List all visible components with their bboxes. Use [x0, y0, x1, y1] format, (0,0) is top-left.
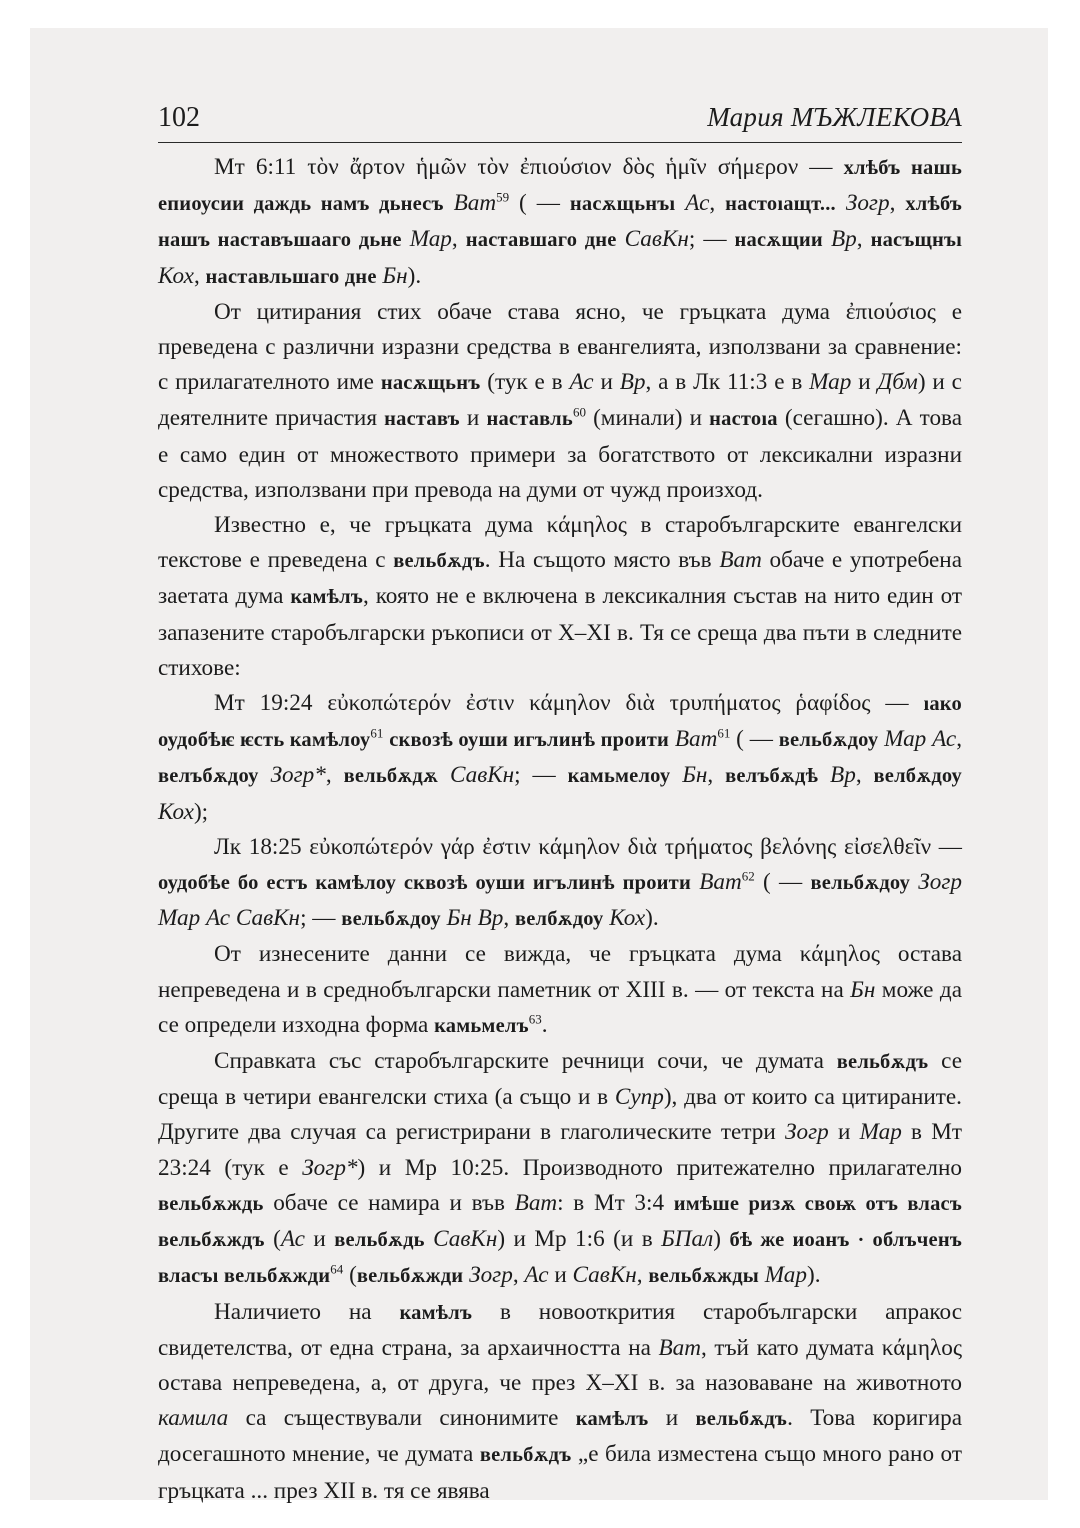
manuscript-siglum: Мар: [809, 369, 852, 396]
old-bulgarian-quote: вельбѫдоу: [810, 872, 911, 895]
manuscript-siglum: Ас: [524, 1262, 549, 1289]
manuscript-siglum: Бн: [382, 262, 408, 289]
old-bulgarian-quote: имѣше ризѫ своѭ отъ власъ вельбѫждъ: [158, 1192, 962, 1252]
manuscript-siglum: Зогр: [785, 1119, 829, 1146]
paragraph: [158, 150, 962, 295]
text-run: и: [548, 1262, 573, 1289]
manuscript-siglum: Вр: [619, 369, 646, 396]
text-run: ,: [451, 226, 466, 253]
old-bulgarian-quote: хлѣбъ нашъ наставъшааго дьне: [158, 193, 963, 252]
manuscript-siglum: Мар Ас: [884, 726, 957, 753]
old-bulgarian-quote: вельбѫдъ: [695, 1408, 788, 1431]
manuscript-siglum: Ват: [674, 726, 718, 753]
old-bulgarian-quote: оудобѣе бо естъ камѣлоу сквозѣ оуши игълинѣ проити: [158, 872, 691, 895]
footnote-ref: 62: [741, 868, 755, 884]
manuscript-siglum: Ват: [658, 1334, 702, 1361]
text-run: ) и Мр 1:6 (и в: [497, 1226, 662, 1253]
text-run: ), два от които са цитираните. Другите два случая са регистрирани в глаголическите тетри: [158, 1084, 962, 1146]
text-run: ; —: [688, 226, 735, 253]
text-run: ,: [956, 726, 962, 753]
text-run: ; —: [300, 905, 342, 932]
text-run: обаче се намира и във: [263, 1189, 515, 1216]
text-run: ,: [856, 226, 871, 253]
old-bulgarian-quote: вельбѫжды: [648, 1265, 759, 1288]
text-run: (тук е в: [480, 369, 570, 396]
old-bulgarian-quote: настоıа: [709, 408, 778, 431]
page-header: [158, 100, 962, 143]
text-run: и: [828, 1119, 860, 1146]
text-run: ) и с деятелните причастия: [158, 369, 962, 432]
old-bulgarian-quote: наставль: [486, 408, 573, 431]
old-bulgarian-quote: вельбѫдь: [334, 1229, 425, 1252]
text-run: ,: [193, 262, 206, 289]
manuscript-siglum: Кох: [609, 905, 646, 932]
text-run: [691, 869, 699, 895]
text-run: . На същото място във: [484, 547, 720, 574]
text-run: [670, 762, 682, 788]
text-run: [836, 190, 846, 216]
footnote-ref: 61: [370, 725, 384, 741]
text-run: ( —: [509, 190, 570, 217]
text-run: се среща в четири евангелски стиха (а също и в: [158, 1048, 962, 1111]
manuscript-siglum: Ас: [685, 190, 710, 217]
old-bulgarian-quote: наставъ: [384, 408, 460, 431]
text-run: ,: [325, 762, 344, 789]
manuscript-siglum: камила: [158, 1405, 229, 1432]
text-run: , а в Лк 11:3 е в: [645, 369, 810, 396]
text-run: ( —: [754, 869, 811, 896]
paragraph: [158, 937, 962, 1044]
text-run: (минали) и: [585, 405, 710, 432]
text-run: ,: [855, 762, 874, 789]
body-text: [158, 150, 962, 1509]
text-run: (: [264, 1226, 281, 1253]
old-bulgarian-quote: вельбѫдъ: [393, 550, 485, 573]
text-run: [259, 762, 271, 788]
text-run: Мт 6:11 τὸν ἄρτον ἡμῶν τὸν ἐπιούσιον δὸς ἡμῖν σήμερον —: [214, 154, 844, 180]
text-run: ).: [407, 262, 422, 289]
text-run: и: [593, 369, 620, 396]
text-run: Известно е, че гръцката дума κάμηλος в старобългарските евангелски текстове е преведена с: [158, 512, 962, 574]
old-bulgarian-quote: насѫщьнъ: [380, 372, 481, 395]
manuscript-siglum: Дбм: [877, 369, 918, 396]
old-bulgarian-quote: вельбѫжди: [356, 1265, 464, 1288]
paragraph: [158, 295, 962, 508]
manuscript-siglum: Вр: [830, 762, 856, 789]
text-run: ,: [636, 1262, 649, 1289]
old-bulgarian-quote: настоıащт...: [725, 193, 836, 216]
text-run: ,: [709, 190, 726, 217]
text-run: ,: [503, 905, 515, 932]
manuscript-siglum: СавКн: [572, 1262, 637, 1289]
text-run: , тъй като думата κάμηλος остава непреведена, а, от друга, че през X–XI в. за назоваване на животното: [158, 1334, 963, 1396]
old-bulgarian-quote: вельбѫдъ: [479, 1444, 572, 1467]
old-bulgarian-quote: камѣлъ: [575, 1408, 649, 1431]
manuscript-siglum: СавКн: [624, 226, 689, 253]
manuscript-siglum: Зогр: [469, 1262, 513, 1289]
text-run: и: [459, 405, 487, 432]
manuscript-siglum: Ват: [514, 1189, 558, 1216]
text-run: ).: [645, 905, 659, 932]
old-bulgarian-quote: бѣ же иоанъ · облъченъ власъı вельбѫжди: [158, 1229, 962, 1288]
manuscript-siglum: Мар: [409, 226, 452, 253]
text-run: От изнесените данни се вижда, че гръцката дума κάμηλος остава непреведена и в среднобългарски паметник от XIII в. — от текста на: [158, 941, 962, 1003]
old-bulgarian-quote: камѣлъ: [290, 586, 363, 609]
manuscript-siglum: Мар: [859, 1119, 902, 1146]
running-head-author: Мария МЪЖЛЕКОВА: [707, 102, 962, 132]
manuscript-siglum: Зогр*: [270, 762, 326, 789]
old-bulgarian-quote: велбѫдоу: [514, 908, 604, 931]
manuscript-siglum: Бн: [850, 976, 876, 1003]
text-run: ,: [512, 1262, 525, 1289]
text-run: . Това коригира досегашното мнение, че думата: [158, 1405, 962, 1468]
manuscript-siglum: Зогр Мар Ас СавКн: [158, 869, 963, 932]
manuscript-siglum: СавКн: [433, 1226, 498, 1253]
text-run: [438, 762, 450, 788]
text-run: ,: [889, 190, 906, 217]
old-bulgarian-quote: наставльшаго дне: [205, 265, 377, 288]
text-run: и: [304, 1226, 335, 1253]
text-run: [617, 226, 625, 252]
text-run: );: [193, 798, 209, 825]
manuscript-siglum: Мар: [764, 1262, 807, 1289]
manuscript-siglum: Ас: [569, 369, 594, 396]
text-run: ; —: [514, 762, 568, 789]
page-number: 102: [158, 102, 200, 133]
text-run: ) и Мр 10:25. Производното притежателно прилагателно: [357, 1154, 962, 1181]
text-run: От цитирания стих обаче става ясно, че гръцката дума ἐπιούσιος е преведена с различни изразни средства в евангелията, използвани за сравнение: с прилагателното име: [158, 298, 962, 396]
text-run: : в Мт 3:4: [557, 1189, 674, 1216]
text-run: са съществували синонимите: [228, 1405, 576, 1432]
manuscript-siglum: Зогр*: [302, 1154, 358, 1181]
old-bulgarian-quote: камьмелоу: [567, 765, 671, 788]
manuscript-siglum: Кох: [158, 798, 194, 825]
manuscript-siglum: Ват: [699, 869, 742, 896]
old-bulgarian-quote: камѣлъ: [399, 1301, 473, 1324]
text-run: [675, 190, 685, 216]
manuscript-siglum: Ват: [453, 190, 497, 217]
old-bulgarian-quote: велъбѫдѣ: [725, 765, 819, 788]
old-bulgarian-quote: камьмелъ: [434, 1014, 529, 1037]
old-bulgarian-quote: вельбѫждь: [158, 1192, 264, 1215]
paragraph: [158, 686, 962, 830]
paragraph: [158, 1044, 962, 1294]
old-bulgarian-quote: ıако оудобѣѥ ѥсть камѣлоу: [158, 693, 962, 752]
manuscript-siglum: СавКн: [449, 762, 515, 789]
old-bulgarian-quote: вельбѫдоу: [778, 729, 879, 752]
manuscript-siglum: Вр: [830, 226, 857, 253]
text-run: [818, 762, 830, 788]
paragraph: [158, 1295, 962, 1509]
text-run: Справката със старобългарските речници сочи, че думата: [214, 1048, 837, 1075]
footnote-ref: 59: [496, 189, 510, 205]
paragraph: [158, 830, 962, 938]
manuscript-siglum: Зогр: [845, 190, 890, 217]
text-run: [425, 1226, 433, 1252]
text-run: ).: [806, 1262, 821, 1289]
footnote-ref: 63: [528, 1011, 542, 1027]
old-bulgarian-quote: хлѣбъ нашь епиоусии даждь намъ дьнесъ: [158, 157, 962, 216]
manuscript-siglum: Кох: [158, 262, 194, 289]
manuscript-siglum: Бн: [682, 762, 708, 789]
manuscript-siglum: БПал: [661, 1226, 714, 1253]
text-run: в новооткрития старобългарски апракос свидетелства, от една страна, за архаичността на: [158, 1298, 962, 1361]
text-run: [444, 190, 454, 216]
text-run: ( —: [730, 726, 779, 753]
footnote-ref: 61: [717, 725, 731, 741]
text-run: (: [343, 1262, 357, 1289]
text-run: ): [713, 1226, 730, 1253]
text-run: [402, 226, 410, 252]
old-bulgarian-quote: велбѫдоу: [873, 765, 963, 788]
old-bulgarian-quote: вельбѫдоу: [341, 908, 441, 931]
text-run: .: [541, 1011, 548, 1038]
manuscript-siglum: Ас: [280, 1226, 305, 1253]
manuscript-siglum: Бн Вр: [446, 905, 504, 932]
text-run: и: [851, 369, 878, 396]
old-bulgarian-quote: наставшаго дне: [465, 229, 617, 252]
text-run: Мт 19:24 εὐκοπώτερόν ἐστιν κάμηλον διὰ τρυπήματος ῥαφίδος —: [214, 690, 924, 717]
paragraph: [158, 508, 962, 686]
text-run: ,: [707, 762, 726, 789]
text-run: Наличието на: [214, 1298, 400, 1325]
old-bulgarian-quote: вельбѫдѫ: [343, 765, 439, 788]
footnote-ref: 60: [572, 404, 586, 420]
text-run: , която не е включена в лексикалния състав на нито един от запазените старобългарски ръкописи от X–XI в. Тя се среща два пъти в следните стихове:: [158, 583, 963, 681]
manuscript-siglum: Ват: [719, 547, 762, 574]
text-run: (сегашно). А това е само един от множеството примери за богатството от лексикални изразни средства, използвани при превода на думи от чужд произход.: [158, 405, 962, 503]
footnote-ref: 64: [330, 1261, 344, 1277]
text-run: обаче е употребена заетата дума: [158, 547, 963, 610]
text-run: в Мт 23:24 (тук е: [158, 1119, 962, 1181]
old-bulgarian-quote: вельбѫдъ: [836, 1051, 929, 1074]
old-bulgarian-quote: насѫщьнъı: [569, 193, 676, 216]
old-bulgarian-quote: сквозѣ оуши игълинѣ проити: [389, 729, 669, 752]
text-run: Лк 18:25 εὐκοπώτερόν γάρ ἐστιν κάμηλον διὰ τρήματος βελόνης εἰσελθεῖν —: [214, 833, 962, 860]
manuscript-siglum: Супр: [614, 1084, 664, 1111]
text-run: и: [648, 1405, 696, 1432]
text-run: може да се определи изходна форма: [158, 976, 962, 1038]
text-run: [823, 226, 831, 252]
old-bulgarian-quote: насъщнъı: [870, 229, 963, 252]
old-bulgarian-quote: насѫщии: [734, 229, 823, 252]
old-bulgarian-quote: велъбѫдоу: [158, 765, 259, 788]
text-run: „е била изместена също много рано от гръцката ... през XII в. тя се явява: [158, 1441, 962, 1504]
